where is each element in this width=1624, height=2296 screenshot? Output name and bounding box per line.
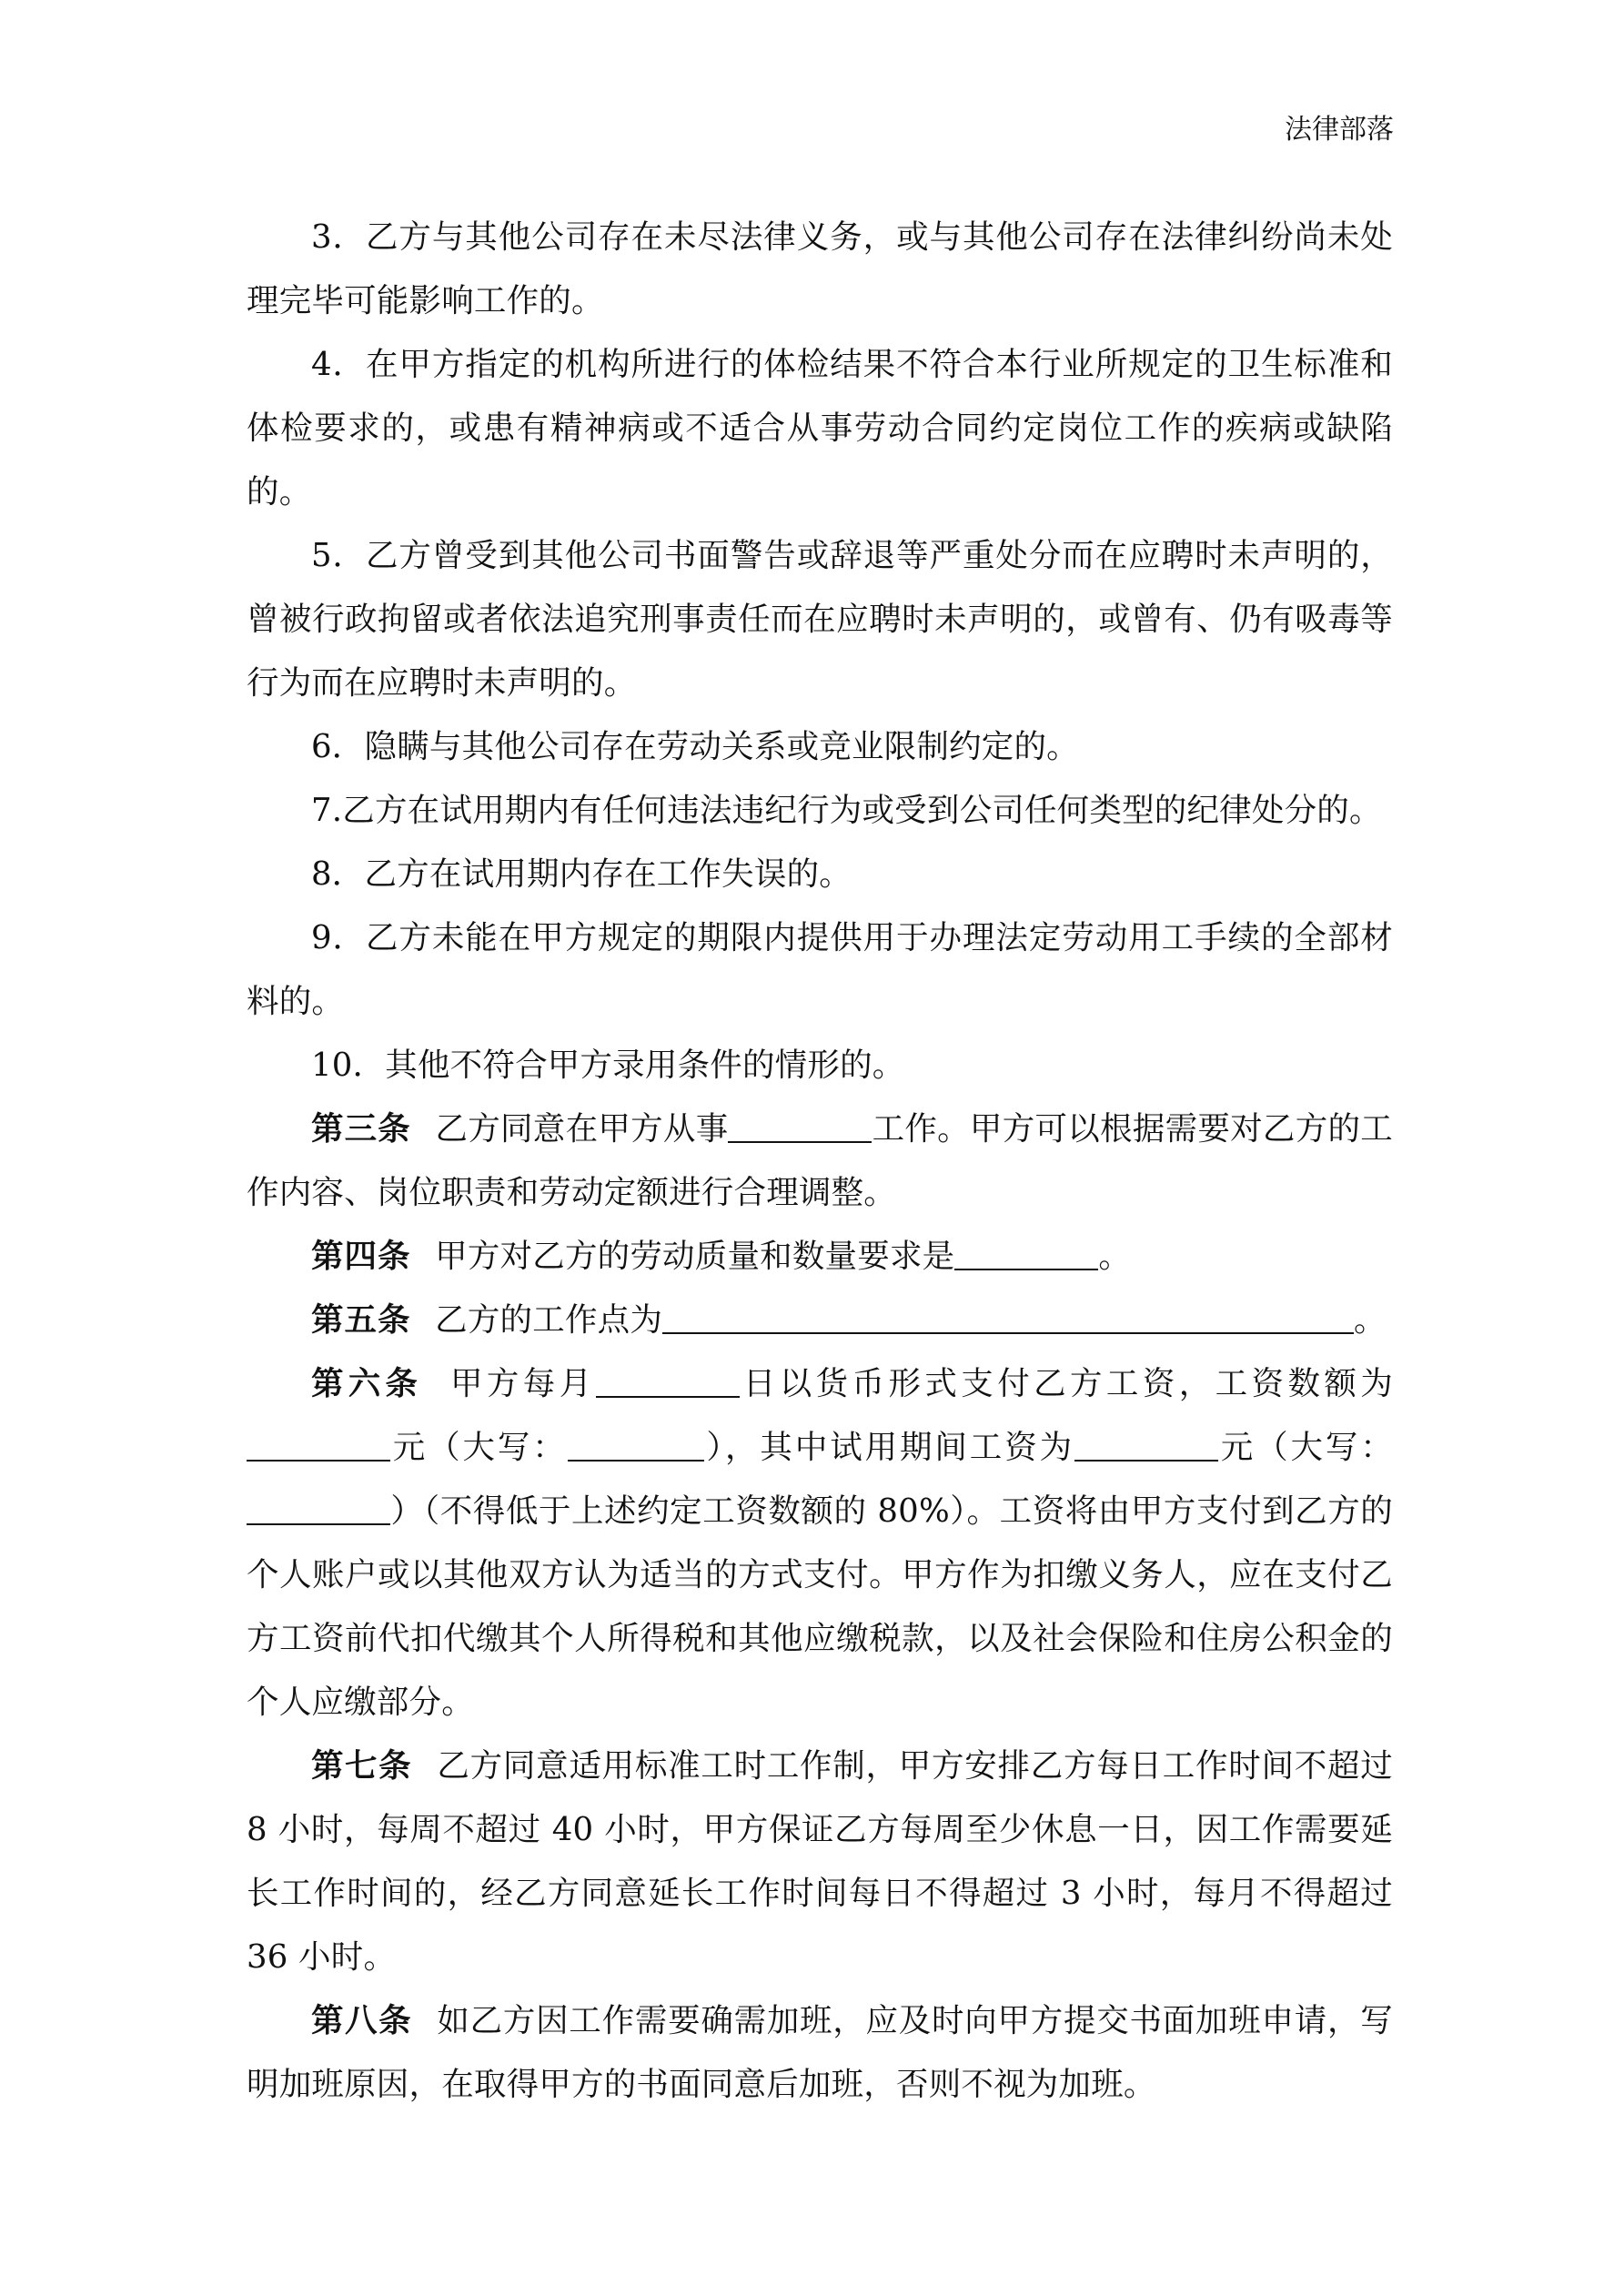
article-8-label: 第八条 [311,2002,413,2039]
job-title-blank [728,1109,872,1144]
article-7-label: 第七条 [311,1747,413,1785]
article-6-text-2: 日以货币形式支付乙方工资，工资数额为 [739,1365,1393,1402]
header-source-label: 法律部落 [1285,114,1394,146]
article-5 [247,1289,1393,1352]
article-3-text-before: 乙方同意在甲方从事 [435,1110,729,1148]
article-6-text-3: 元（大写： [390,1429,568,1466]
article-3-label: 第三条 [311,1110,411,1148]
clause-6: 6．隐瞒与其他公司存在劳动关系或竞业限制约定的。 [311,728,1079,765]
article-8-text: 如乙方因工作需要确需加班，应及时向甲方提交书面加班申请，写明加班原因，在取得甲方的书面同意后加班，否则不视为加班。 [247,2002,1393,2103]
article-4-text-before: 甲方对乙方的劳动质量和数量要求是 [435,1238,955,1275]
article-3 [247,1097,1393,1225]
article-6-text-5: 元（大写： [1218,1429,1393,1466]
work-location-blank [662,1300,1354,1335]
probation-salary-blank [1074,1428,1218,1462]
pay-day-blank [596,1364,740,1399]
article-4-text-after: 。 [1098,1238,1132,1275]
article-7-text: 乙方同意适用标准工时工作制，甲方安排乙方每日工作时间不超过 8 小时，每周不超过 40 小时，甲方保证乙方每周至少休息一日，因工作需要延长工作时间的，经乙方同意延长工作时间每日不得超过 3 小时，每月不得超过 36 小时。 [247,1747,1393,1976]
article-6-text-6: ）（不得低于上述约定工资数额的 80%）。工资将由甲方支付到乙方的个人账户或以其他双方认为适当的方式支付。甲方作为扣缴义务人，应在支付乙方工资前代扣代缴其个人所得税和其他应缴税款，以及社会保险和住房公积金的个人应缴部分。 [247,1492,1393,1721]
clause-9: 9．乙方未能在甲方规定的期限内提供用于办理法定劳动用工手续的全部材料的。 [247,919,1393,1020]
probation-salary-uppercase-blank [247,1492,390,1526]
quality-requirement-blank [954,1237,1098,1271]
article-8 [247,1989,1393,2117]
article-4-label: 第四条 [311,1238,411,1275]
salary-uppercase-blank [568,1428,704,1462]
clause-10: 10．其他不符合甲方录用条件的情形的。 [311,1047,905,1084]
clause-3: 3．乙方与其他公司存在未尽法律义务，或与其他公司存在法律纠纷尚未处理完毕可能影响工作的。 [247,218,1393,319]
article-5-text-before: 乙方的工作点为 [435,1301,663,1339]
article-5-text-after: 。 [1354,1301,1387,1339]
clause-7: 7.乙方在试用期内有任何违法违纪行为或受到公司任何类型的纪律处分的。 [311,792,1382,829]
article-7 [247,1735,1393,1989]
article-3-text-after: 工作。甲方可以根据需要对乙方的工作内容、岗位职责和劳动定额进行合理调整。 [247,1110,1393,1211]
article-6-text-1: 甲方每月 [446,1365,596,1402]
article-4 [247,1225,1393,1289]
salary-amount-blank [247,1428,390,1462]
article-6 [247,1352,1393,1735]
article-6-label: 第六条 [311,1365,423,1402]
article-6-text-4: ），其中试用期间工资为 [703,1429,1074,1466]
clause-8: 8．乙方在试用期内存在工作失误的。 [311,855,852,893]
contract-body [247,206,1393,2117]
clause-5: 5．乙方曾受到其他公司书面警告或辞退等严重处分而在应聘时未声明的，曾被行政拘留或者依法追究刑事责任而在应聘时未声明的，或曾有、仍有吸毒等行为而在应聘时未声明的。 [247,537,1393,702]
article-5-label: 第五条 [311,1301,411,1339]
clause-4: 4．在甲方指定的机构所进行的体检结果不符合本行业所规定的卫生标准和体检要求的，或患有精神病或不适合从事劳动合同约定岗位工作的疾病或缺陷的。 [247,346,1393,511]
